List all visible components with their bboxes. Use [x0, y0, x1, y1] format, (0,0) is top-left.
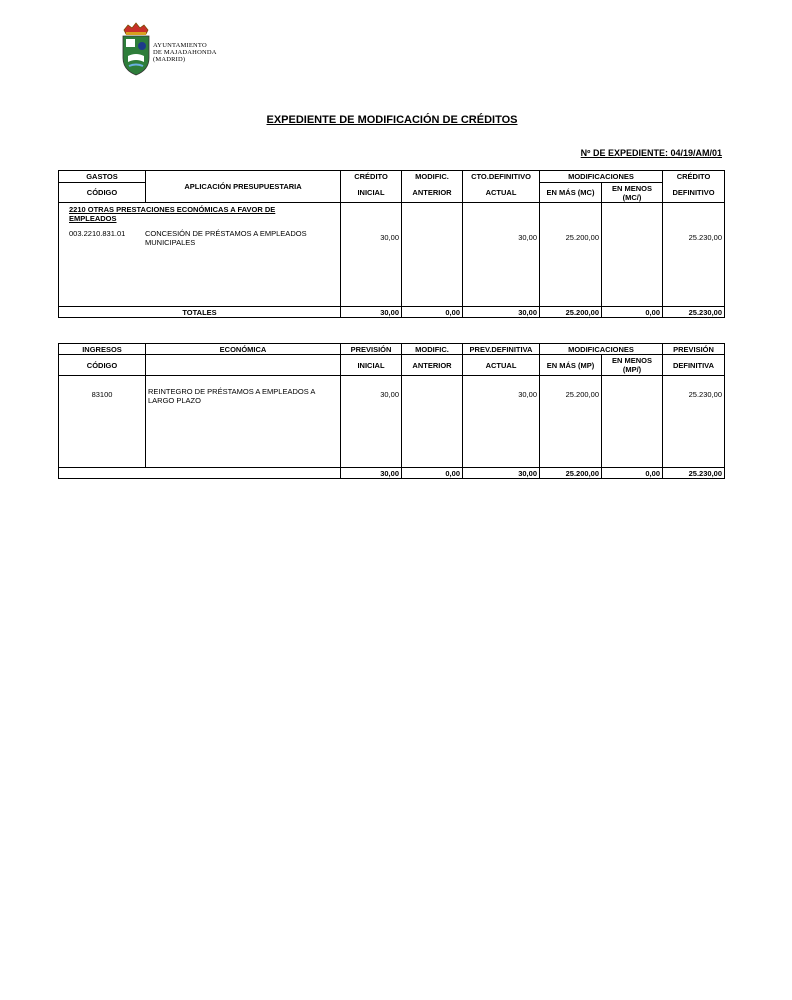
header-modific: MODIFIC. — [402, 171, 463, 183]
category-label: 2210 OTRAS PRESTACIONES ECONÓMICAS A FAVOR DE EMPLEADOS — [69, 205, 276, 223]
row-definitivo: 25.230,00 — [663, 376, 725, 468]
ingresos-table — [58, 343, 725, 479]
gastos-table — [58, 170, 725, 318]
row-descripcion: REINTEGRO DE PRÉSTAMOS A EMPLEADOS A LARGO PLAZO — [146, 376, 341, 468]
header-modificaciones: MODIFICACIONES — [540, 344, 663, 355]
header-codigo: CÓDIGO — [59, 183, 146, 203]
header-inicial: INICIAL — [341, 355, 402, 376]
row-actual: 30,00 — [463, 203, 540, 307]
table-row — [59, 203, 725, 307]
header-ingresos: INGRESOS — [59, 344, 146, 355]
totals-label: TOTALES — [59, 307, 341, 318]
row-en-menos — [602, 376, 663, 468]
logo-line-2: DE MAJADAHONDA — [153, 49, 217, 56]
header-prevision-final: PREVISIÓN — [663, 344, 725, 355]
row-definitivo: 25.230,00 — [663, 203, 725, 307]
total-definitivo: 25.230,00 — [663, 307, 725, 318]
header-empty — [146, 355, 341, 376]
header-anterior: ANTERIOR — [402, 183, 463, 203]
row-en-mas: 25.200,00 — [540, 376, 602, 468]
header-en-menos: EN MENOS (MC/) — [602, 183, 663, 203]
row-anterior — [402, 203, 463, 307]
total-en-menos: 0,00 — [602, 307, 663, 318]
header-inicial: INICIAL — [341, 183, 402, 203]
header-credito: CRÉDITO — [341, 171, 402, 183]
totals-label-empty — [59, 468, 341, 479]
header-aplicacion: APLICACIÓN PRESUPUESTARIA — [146, 171, 341, 203]
header-gastos: GASTOS — [59, 171, 146, 183]
logo-line-1: AYUNTAMIENTO — [153, 42, 207, 49]
row-en-menos — [602, 203, 663, 307]
header-economica: ECONÓMICA — [146, 344, 341, 355]
header-modific: MODIFIC. — [402, 344, 463, 355]
page-title: EXPEDIENTE DE MODIFICACIÓN DE CRÉDITOS — [266, 114, 518, 126]
header-definitivo: DEFINITIVO — [663, 183, 725, 203]
row-anterior — [402, 376, 463, 468]
header-modificaciones: MODIFICACIONES — [540, 171, 663, 183]
total-anterior: 0,00 — [402, 307, 463, 318]
coat-of-arms-icon — [120, 22, 152, 78]
total-actual: 30,00 — [463, 468, 540, 479]
row-codigo: 003.2210.831.01 — [69, 229, 126, 238]
header-actual: ACTUAL — [463, 183, 540, 203]
header-en-mas: EN MÁS (MP) — [540, 355, 602, 376]
totals-row — [59, 307, 725, 318]
header-cto-definitivo: CTO.DEFINITIVO — [463, 171, 540, 183]
header-credito-final: CRÉDITO — [663, 171, 725, 183]
total-actual: 30,00 — [463, 307, 540, 318]
expediente-number: Nº DE EXPEDIENTE: 04/19/AM/01 — [580, 148, 722, 158]
total-inicial: 30,00 — [341, 468, 402, 479]
header-en-mas: EN MÁS (MC) — [540, 183, 602, 203]
row-inicial: 30,00 — [341, 376, 402, 468]
total-definitivo: 25.230,00 — [663, 468, 725, 479]
logo-line-3: (MADRID) — [153, 56, 186, 63]
totals-row — [59, 468, 725, 479]
header-en-menos: EN MENOS (MP/) — [602, 355, 663, 376]
total-en-mas: 25.200,00 — [540, 468, 602, 479]
row-codigo: 83100 — [59, 376, 146, 468]
header-codigo: CÓDIGO — [59, 355, 146, 376]
header-definitiva: DEFINITIVA — [663, 355, 725, 376]
row-inicial: 30,00 — [341, 203, 402, 307]
row-actual: 30,00 — [463, 376, 540, 468]
header-prev-definitiva: PREV.DEFINITIVA — [463, 344, 540, 355]
municipal-logo — [120, 22, 230, 78]
total-en-menos: 0,00 — [602, 468, 663, 479]
row-descripcion: CONCESIÓN DE PRÉSTAMOS A EMPLEADOS MUNICIPALES — [145, 229, 307, 247]
table-row — [59, 376, 725, 468]
header-actual: ACTUAL — [463, 355, 540, 376]
header-prevision: PREVISIÓN — [341, 344, 402, 355]
header-anterior: ANTERIOR — [402, 355, 463, 376]
row-en-mas: 25.200,00 — [540, 203, 602, 307]
total-anterior: 0,00 — [402, 468, 463, 479]
total-inicial: 30,00 — [341, 307, 402, 318]
total-en-mas: 25.200,00 — [540, 307, 602, 318]
